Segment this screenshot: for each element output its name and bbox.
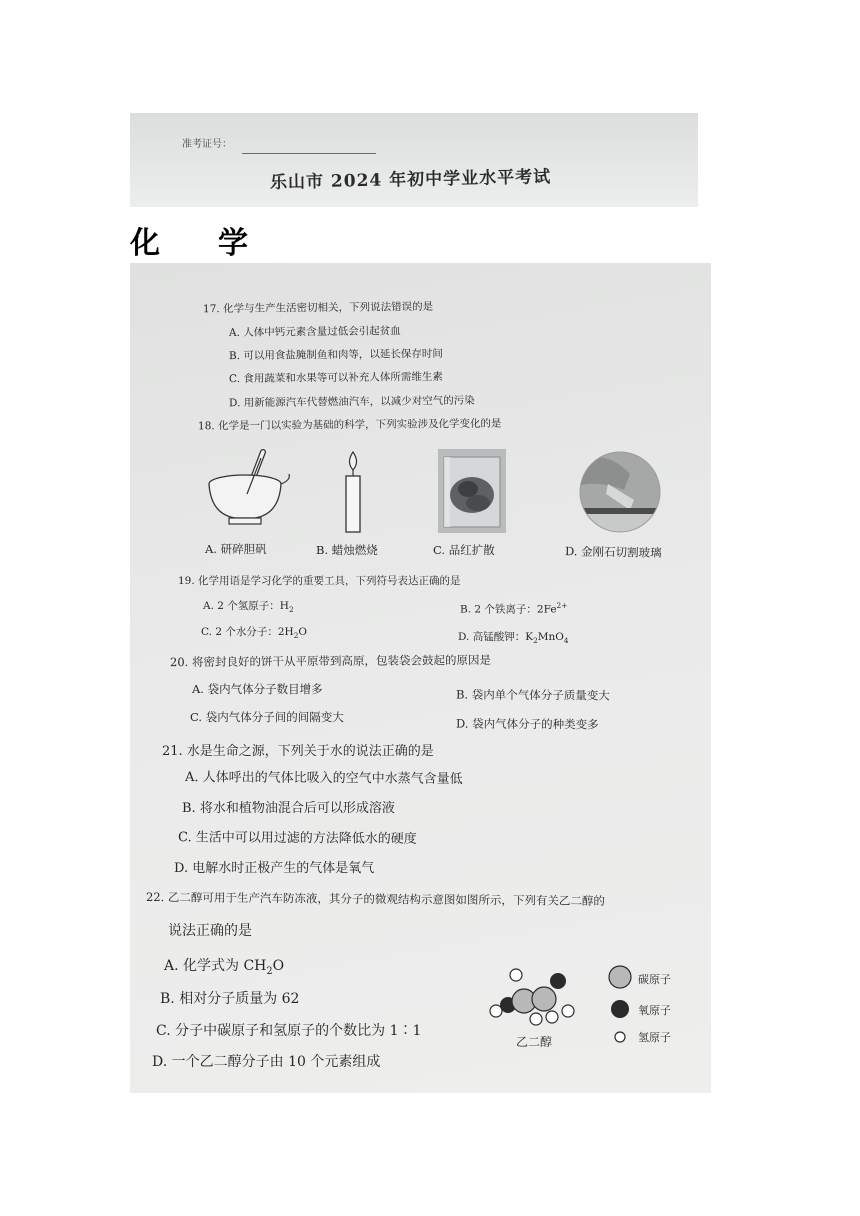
legend-oxygen-label: 氧原子 bbox=[638, 1004, 671, 1017]
q22-stem-line2: 说法正确的是 bbox=[168, 923, 252, 939]
q19-stem: 19. 化学用语是学习化学的重要工具，下列符号表达正确的是 bbox=[178, 575, 461, 587]
q17-stem: 17. 化学与生产生活密切相关，下列说法错误的是 bbox=[202, 300, 434, 316]
red-ink-diffusion-photo bbox=[438, 449, 506, 533]
exam-header-photo bbox=[130, 113, 698, 207]
legend-hydrogen-marker bbox=[615, 1032, 625, 1042]
subject-heading bbox=[130, 218, 248, 262]
q21-option-d: D. 电解水时正极产生的气体是氧气 bbox=[174, 861, 375, 876]
q18-stem: 18. 化学是一门以实验为基础的科学，下列实验涉及化学变化的是 bbox=[197, 417, 502, 433]
q18-option-b: B. 蜡烛燃烧 bbox=[316, 543, 378, 557]
q17-option-d: D. 用新能源汽车代替燃油汽车，以减少对空气的污染 bbox=[228, 394, 475, 410]
subject-char-2: 学 bbox=[218, 226, 248, 261]
q20-stem: 20. 将密封良好的饼干从平原带到高原，包装袋会鼓起的原因是 bbox=[169, 652, 491, 670]
mortar-pestle-figure bbox=[205, 446, 295, 532]
q18-option-c: C. 品红扩散 bbox=[433, 543, 495, 557]
candle-figure bbox=[338, 450, 368, 534]
q22-option-b: B. 相对分子质量为 62 bbox=[160, 991, 300, 1007]
q21-option-b: B. 将水和植物油混合后可以形成溶液 bbox=[182, 801, 395, 816]
q20-option-b: B. 袋内单个气体分子质量变大 bbox=[455, 687, 610, 703]
q17-option-b: B. 可以用食盐腌制鱼和肉等，以延长保存时间 bbox=[228, 347, 443, 363]
q17-option-a: A. 人体中钙元素含量过低会引起贫血 bbox=[228, 325, 401, 339]
hydrogen-atom bbox=[510, 969, 522, 981]
q17-option-c: C. 食用蔬菜和水果等可以补充人体所需维生素 bbox=[228, 370, 443, 386]
oxygen-atom bbox=[550, 973, 566, 989]
subject-char-1: 化 bbox=[130, 226, 160, 261]
exam-title: 乐山市 2024 年初中学业水平考试 bbox=[269, 167, 552, 193]
exam-paper-photo bbox=[130, 263, 711, 1093]
q18-option-d: D. 金刚石切割玻璃 bbox=[564, 544, 662, 560]
legend-oxygen-marker bbox=[611, 1000, 629, 1018]
hydrogen-atom bbox=[490, 1005, 502, 1017]
q19-option-c: C. 2 个水分子：$2H_2O$ bbox=[201, 626, 307, 641]
q22-option-d: D. 一个乙二醇分子由 10 个元素组成 bbox=[152, 1054, 381, 1070]
diamond-cutting-glass-photo bbox=[578, 450, 662, 534]
hydrogen-atom bbox=[530, 1013, 542, 1025]
q19-option-d: D. 高锰酸钾：$K_2MnO_4$ bbox=[458, 631, 569, 646]
carbon-atom bbox=[532, 987, 556, 1011]
q18-option-a: A. 研碎胆矾 bbox=[205, 542, 267, 556]
ethylene-glycol-molecule-model bbox=[486, 963, 576, 1031]
legend-carbon-label: 碳原子 bbox=[638, 973, 671, 986]
q20-option-d: D. 袋内气体分子的种类变多 bbox=[455, 716, 599, 732]
q22-option-a: A. 化学式为 $CH_2O$ bbox=[164, 958, 285, 977]
q19-option-a: A. 2 个氢原子：$H_2$ bbox=[203, 600, 294, 615]
legend-carbon-marker bbox=[609, 966, 631, 988]
q21-stem: 21. 水是生命之源，下列关于水的说法正确的是 bbox=[162, 744, 434, 759]
hydrogen-atom bbox=[546, 1011, 558, 1023]
q19-option-b: B. 2 个铁离子：$2Fe^{2+}$ bbox=[460, 601, 568, 616]
molecule-label: 乙二醇 bbox=[516, 1035, 553, 1049]
q20-option-a: A. 袋内气体分子数目增多 bbox=[192, 682, 323, 696]
admit-number-blank bbox=[242, 153, 376, 154]
molecule-legend-markers bbox=[608, 963, 634, 1043]
q21-option-c: C. 生活中可以用过滤的方法降低水的硬度 bbox=[177, 830, 417, 847]
q20-option-c: C. 袋内气体分子间的间隔变大 bbox=[190, 710, 344, 724]
q21-option-a: A. 人体呼出的气体比吸入的空气中水蒸气含量低 bbox=[184, 770, 463, 787]
admit-number-label: 准考证号： bbox=[182, 139, 232, 150]
q22-option-c: C. 分子中碳原子和氢原子的个数比为 1∶1 bbox=[156, 1023, 422, 1039]
q22-stem-line1: 22. 乙二醇可用于生产汽车防冻液，其分子的微观结构示意图如图所示，下列有关乙二醇的 bbox=[145, 889, 606, 909]
legend-hydrogen-label: 氢原子 bbox=[638, 1031, 671, 1044]
hydrogen-atom bbox=[562, 1005, 574, 1017]
